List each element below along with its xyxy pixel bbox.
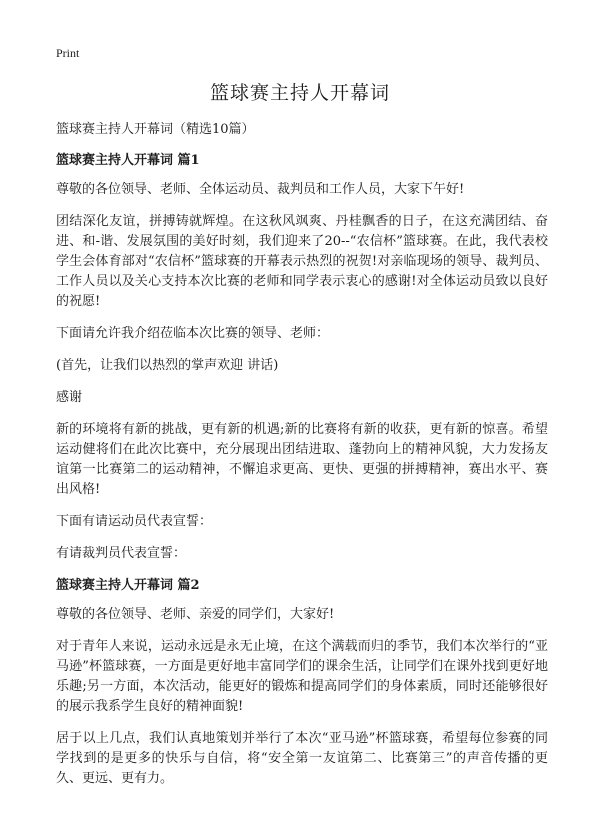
paragraph: 居于以上几点，我们认真地策划并举行了本次“亚马逊”杯篮球赛，希望每位参赛的同学找到的是更多的快乐与自信，将“安全第一友谊第二、比赛第三”的声音传播的更久、更远、更有力。 [56,731,548,786]
paragraph: 下面请允许我介绍莅临本次比赛的领导、老师： [56,326,330,341]
paragraph: 新的环境将有新的挑战，更有新的机遇;新的比赛将有新的收获，更有新的惊喜。希望运动健将们在此次比赛中，充分展现出团结进取、蓬勃向上的精神风貌，大力发扬友谊第一比赛第二的运动精神，不懈追求更高、更快、更强的拼搏精神，赛出水平、赛出风格! [56,422,548,497]
print-link[interactable]: Print [56,46,80,60]
paragraph: 下面有请运动员代表宣誓： [56,514,213,529]
document-body [56,120,548,801]
paragraph: 团结深化友谊，拼搏铸就辉煌。在这秋风飒爽、丹桂飘香的日子，在这充满团结、奋进、和-谐、发展氛围的美好时刻，我们迎来了20--“农信杯”篮球赛。在此，我代表校学生会体育部对“农信杯”篮球赛的开幕表示热烈的祝贺!对亲临现场的领导、裁判员、工作人员以及关心支持本次比赛的老师和同学表示衷心的感谢!对全体运动员致以良好的祝愿! [56,214,548,309]
paragraph: 对于青年人来说，运动永远是永无止境，在这个满载而归的季节，我们本次举行的“亚马逊”杯篮球赛，一方面是更好地丰富同学们的课余生活，让同学们在课外找到更好地乐趣;另一方面，本次活动，能更好的锻炼和提高同学们的身体素质，同时还能够很好的展示我系学生良好的精神面貌! [56,639,548,714]
section-heading-2: 篮球赛主持人开幕词 篇2 [56,578,200,593]
section-heading-1: 篮球赛主持人开幕词 篇1 [56,153,200,168]
paragraph: 感谢 [56,390,83,405]
paragraph: 尊敬的各位领导、老师、亲爱的同学们，大家好! [56,607,335,622]
paragraph: (首先，让我们以热烈的掌声欢迎 讲话) [56,358,279,373]
paragraph: 尊敬的各位领导、老师、全体运动员、裁判员和工作人员，大家下午好! [56,182,465,197]
page-title: 篮球赛主持人开幕词 [209,82,390,104]
document-subtitle: 篮球赛主持人开幕词（精选10篇） [56,122,255,137]
paragraph: 有请裁判员代表宣誓： [56,546,187,561]
